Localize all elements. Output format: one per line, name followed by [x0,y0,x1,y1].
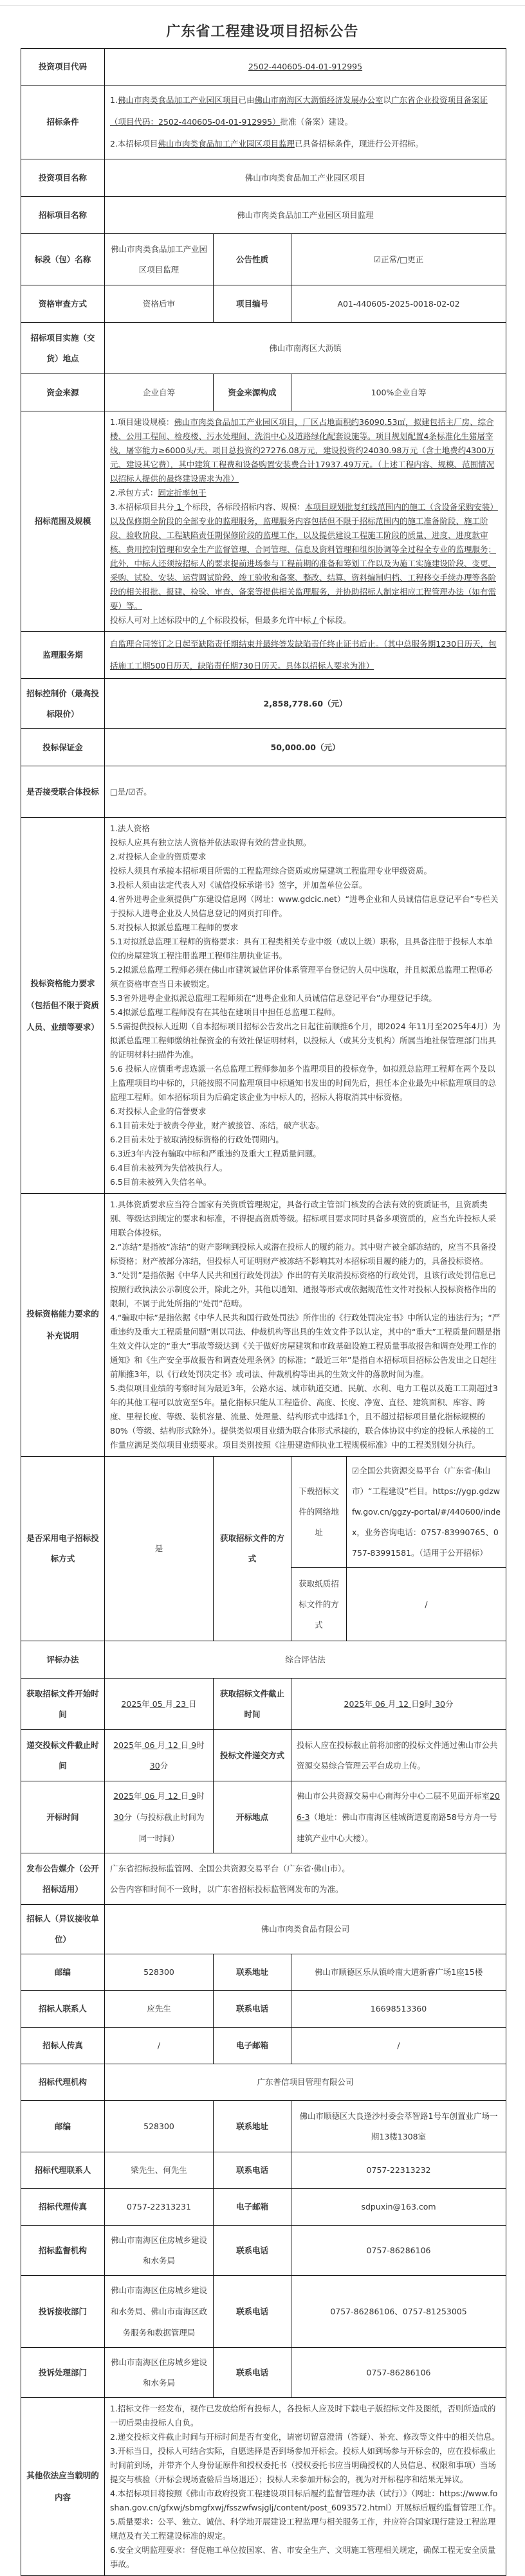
supervision-value: 佛山市南海区住房城乡建设和水务局 [105,2226,214,2276]
label: 是否接受联合体投标 [21,766,105,818]
row-section [21,234,506,285]
row-agency-zip [21,2101,506,2152]
list-item: 2.递交投标文件截止时间与开标时间是否有变化，请密切留意澄清（答疑）、补充、修改等文件中的相关信息。 [110,2432,500,2442]
label: 联系电话 [214,2276,291,2348]
agency-value: 广东普信项目管理有限公司 [105,2064,506,2101]
row-agency-person [21,2152,506,2189]
tenderer-email-value: / [291,2028,506,2064]
agency-phone-value: 0757-22313232 [291,2152,506,2189]
top-divider [0,0,525,6]
label: 招标项目名称 [21,197,105,234]
service-period-value: 自监理合同签订之日起至缺陷责任期结束并最终签发缺陷责任终止证书后止。（其中总服务期1230日历天，包括施工工期500日历天，缺陷责任期730日历天。具体以招标人要求为准） [110,639,497,671]
row-submission [21,1730,506,1781]
investment-name-value: 佛山市肉类食品加工产业园区项目 [105,159,506,197]
evaluation-value: 综合评估法 [105,1641,506,1679]
control-price-value: 2,858,778.60（元） [105,679,506,729]
list-item: 1.具体资质要求应当符合国家有关资质管理规定，具备行政主管部门核发的合法有效的资质证书，且资质类别、等级达到规定的要求和标准，不得提高资质等级。招标项目要求同时具备多项资质的，应当允许投标人采用联合体投标。 [110,1200,497,1238]
row-investment-name [21,159,506,197]
label: 开标地点 [214,1781,291,1853]
row-doc-time [21,1679,506,1730]
label: 联系电话 [214,1991,291,2028]
label: 邮编 [21,2101,105,2152]
row-tenderer-person [21,1991,506,2028]
row-consortium [21,766,506,818]
row-complaint-proc [21,2348,506,2398]
list-item: 5.1对拟派总监理工程师的资格要求：具有工程类相关专业中级（或以上级）职称，且具备注册于投标人本单位的房屋建筑工程注册监理工程师注册执业证书。 [110,937,493,960]
complaint-proc-value: 佛山市南海区住房城乡建设和水务局 [105,2348,214,2398]
row-agency-fax [21,2189,506,2226]
list-item: 4.本招标项目将按照《佛山市政府投资工程建设项目标后履约监督管理办法（试行）》（网址：https://www.foshan.gov.cn/gfxwj/sbmgfxwj/fsszwfwsjglj/content/post_6093572.html）开展标后履约监督管理工作。 [110,2489,501,2512]
download-address-value: ☑全国公共资源交易平台（广东省·佛山市）“工程建设”栏目。https://ygp.gdzwfw.gov.cn/ggzy-portal/#/440600/index，业务咨询电话：0757-83990765、0757-83991581。（适用于公开招标） [347,1457,506,1568]
list-item: 投标人应具有独立法人资格并依法取得有效的营业执照。 [110,838,311,847]
supervision-phone-value: 0757-86286106 [291,2226,506,2276]
row-electronic [21,1457,506,1568]
label: 投标资格能力要求的补充说明 [21,1194,105,1457]
agency-person-value: 梁先生、何先生 [105,2152,214,2189]
row-evaluation [21,1641,506,1679]
supplement-list [105,1194,506,1457]
label: 资金来源 [21,374,105,411]
row-other [21,2398,506,2576]
label: 电子邮箱 [214,2028,291,2064]
row-control-price [21,679,506,729]
doc-end-value: 2025年 06 月 12 日9时 30分 [291,1679,506,1730]
row-supervision [21,2226,506,2276]
label: 资格审查方式 [21,285,105,323]
opening-time-value: 2025年 06 月 12 日 9时 30分（与投标截止时间为同一时间） [105,1781,214,1853]
tenderer-address-value: 佛山市顺德区乐从镇岭南大道新睿广场1座15楼 [291,1954,506,1991]
label: 获取招标文件的方式 [214,1457,291,1641]
label: 投标文件递交方式 [214,1730,291,1781]
row-project-code [21,49,506,86]
list-item: 6.5目前未被列入失信名单。 [110,1177,212,1187]
list-item: 6.1目前未处于被责令停业，财产被接管、冻结，破产状态。 [110,1121,324,1130]
submission-method-value: 投标人应在投标截止前将加密的投标文件通过佛山市公共资源交易综合管理云平台成功上传。 [291,1730,506,1781]
row-qualification [21,818,506,1194]
label: 标段（包）名称 [21,234,105,285]
tenderer-person-value: 应先生 [105,1991,214,2028]
tenderer-phone-value: 16698513360 [291,1991,506,2028]
list-item: 6.4目前未被列为失信被执行人。 [110,1163,228,1173]
label: 投资项目代码 [21,49,105,86]
submission-deadline-value: 2025年 06 月 12 日 9时 30分 [105,1730,214,1781]
list-item: 5.4拟派总监理工程师没有在其他在建项目中担任总监理工程师。 [110,1007,340,1017]
complaint-recv-value: 佛山市南海区住房城乡建设和水务局、佛山市南海区政务服务和数据管理局 [105,2276,214,2348]
list-item: 6.安全文明监理要求：督促施工单位按国家、省、市安全生产、文明施工管理相关规定，确保工程无安全质量事故。 [110,2545,496,2569]
agency-email-value: sdpuxin@163.com [291,2189,506,2226]
label: 开标时间 [21,1781,105,1853]
list-item: 2.“冻结”是指被“冻结”的财产影响到投标人或潜在投标人的履约能力。其中财产被全部冻结的，应当不具备投标资格；财产被部分冻结，但投标人可证明财产被冻结不影响其对本招标项目履约能力的，具备投标资格。 [110,1242,497,1266]
label: 招标代理联系人 [21,2152,105,2189]
project-code-value: 2502-440605-04-01-912995 [248,62,363,71]
list-item: 2.对投标人企业的资质要求 [110,852,207,861]
electronic-value: 是 [105,1457,214,1641]
list-item: 5.6 投标人应慎重考虑选派一名总监理工程师参加多个监理项目的投标竞争，如拟派总监理工程师在两个及以上监理项目均中标的，只能按照不同监理项目中标通知书发出的时间先后，担任本企业最先中标监理项目的总监理工程师。如本招标项目为后确定该企业为中标人的，招标人将取消其中标资格。 [110,1064,497,1102]
label: 招标人传真 [21,2028,105,2064]
media-value: 广东省招标投标监管网、全国公共资源交易平台（广东省·佛山市）。 公告内容和时间不一致时，以广东省招标投标监管网发布的为准。 [105,1853,506,1905]
label: 邮编 [21,1954,105,1991]
agency-address-value: 佛山市顺德区大良逢沙村委会萃智路1号车创置业广场一期13楼1308室 [291,2101,506,2152]
label: 招标人联系人 [21,1991,105,2028]
list-item: 5.2拟派总监理工程师必须在佛山市建筑诚信评价体系管理平台登记的人员中选取，并且拟派总监理工程师必须在资格审查当日未被锁定。 [110,965,493,989]
row-tenderer-fax [21,2028,506,2064]
label: 投诉接收部门 [21,2276,105,2348]
list-item: 3.开标当日，投标人可结合实际，自愿选择是否到场参加开标会。投标人如到场参与开标会的，应在投标截止时间前到场，并带齐个人身份证原件和授权委托书（授权委托书应当明确授权的人员信息、权限和事项）当场提交与核验（开标会现场查验后当场退还）；投标人未参加开标会的，视为对开标程序和结果无异议。 [110,2446,497,2484]
row-media [21,1853,506,1905]
label: 投标资格能力要求（包括但不限于资质人员、业绩等要求） [21,818,105,1194]
project-number-value: A01-440605-2025-0018-02-02 [291,285,506,323]
label: 电子邮箱 [214,2189,291,2226]
label: 招标代理传真 [21,2189,105,2226]
label: 联系电话 [214,2348,291,2398]
tenderer-fax-value: / [105,2028,214,2064]
label: 发布公告媒介（公开招标适用） [21,1853,105,1905]
label: 联系地址 [214,2101,291,2152]
label: 获取纸质招标文件的方式 [291,1568,347,1641]
list-item: 5.类似项目业绩的考察时间为最近3年，公路水运、城市轨道交通、民航、水利、电力工程以及施工工期超过3年的其他工程可以放宽至5年。量化指标只能从工程造价、高度、长度、净宽、直径、建筑面积、库容、跨度、里程长度、等级、装机容量、流量、处理量、结构形式中选择1个，且不超过招标项目量化指标规模的80%（等级、结构形式除外）。提供类似项目业绩为联合体形式承接的，联合体协议中约定的投标人承接的工作量应满足类似项目业绩要求。项目类别按照《注册建造师执业工程规模标准》中的工程类别划分执行。 [110,1383,498,1450]
label: 投诉处理部门 [21,2348,105,2398]
opening-place-value: 佛山市公共资源交易中心南海分中心二层不见面开标室206-3（地址：佛山市南海区桂城街道夏南路58号方舟一号建筑产业中心大楼）。 [291,1781,506,1853]
list-item: 6.对投标人企业的信誉要求 [110,1106,207,1116]
row-tenderer-zip [21,1954,506,1991]
section-value: 佛山市肉类食品加工产业园区项目监理 [105,234,214,285]
label: 其他依法应当载明的内容 [21,2398,105,2576]
label: 招标条件 [21,86,105,159]
label: 招标监督机构 [21,2226,105,2276]
row-tenderer [21,1905,506,1954]
agency-fax-value: 0757-22313231 [105,2189,214,2226]
row-location [21,323,506,374]
tenderer-zip-value: 528300 [105,1954,214,1991]
row-complaint-recv [21,2276,506,2348]
list-item: 投标人须具有承接本招标项目所需的工程监理综合资质或房屋建筑工程监理专业甲级资质。 [110,866,432,876]
label: 招标范围及规模 [21,411,105,632]
label: 投标保证金 [21,729,105,766]
row-funding [21,374,506,411]
tender-name-value: 佛山市肉类食品加工产业园区项目监理 [105,197,506,234]
review-value: 资格后审 [105,285,214,323]
complaint-proc-phone-value: 0757-86286106 [291,2348,506,2398]
label: 联系电话 [214,2152,291,2189]
list-item: 6.3近3年内没有骗取中标和严重违约及重大工程质量问题。 [110,1149,321,1158]
row-bid-bond [21,729,506,766]
list-item: 5.对投标人拟派总监理工程师的要求 [110,923,239,932]
other-list [105,2398,506,2576]
list-item: 1.法人资格 [110,824,150,833]
conditions-value: 1.佛山市肉类食品加工产业园区项目已由佛山市南海区大沥镇经济发展办公室以广东省企业投资项目备案证（项目代码：2502-440605-04-01-912995）批准（备案）建设。 2.本招标项目佛山市肉类食品加工产业园区项目监理已具备招标条件，现进行公开招标。 [105,86,506,159]
doc-start-value: 2025年 05 月 23 日 [105,1679,214,1730]
list-item: 4.省外进粤企业须提供广东建设信息网（网址：www.gdcic.net）“进粤企业和人员诚信信息登记平台”专栏关于投标人进粤企业及人员信息登记的网页打印件。 [110,894,499,918]
label: 招标控制价（最高投标限价） [21,679,105,729]
row-tender-name [21,197,506,234]
label: 监理服务期 [21,632,105,679]
nature-value: ☑正常/□更正 [291,234,506,285]
page-title: 广东省工程建设项目招标公告 [166,24,359,40]
list-item: 3.“处罚”是指依据《中华人民共和国行政处罚法》作出的有关取消投标资格的行政处罚，且该行政处罚信息已按照行政执法公示制度公开，除此之外，其他以通知、通报等形式或依据规范性文件对投标人投标资格作出的限制，不属于此处所指的“处罚”范畴。 [110,1270,497,1308]
list-item: 6.2目前未处于被取消投标资格的行政处罚期内。 [110,1135,284,1144]
label: 招标项目实施（交货）地点 [21,323,105,374]
label: 投资项目名称 [21,159,105,197]
label: 获取招标文件开始时间 [21,1679,105,1730]
label: 递交投标文件截止时间 [21,1730,105,1781]
label: 资金来源构成 [214,374,291,411]
label: 项目编号 [214,285,291,323]
tender-notice-table [21,48,506,2576]
complaint-recv-phone-value: 0757-86286106、0757-81253005 [291,2276,506,2348]
label: 评标办法 [21,1641,105,1679]
label: 公告性质 [214,234,291,285]
bid-bond-value: 50,000.00（元） [105,729,506,766]
funding-value: 企业自筹 [105,374,214,411]
tenderer-value: 佛山市肉类食品有限公司 [105,1905,506,1954]
label: 招标人（异议接收单位） [21,1905,105,1954]
row-supplement [21,1194,506,1457]
label: 联系电话 [214,2226,291,2276]
scope-value: 1.项目建设规模：佛山市肉类食品加工产业园区项目，厂区占地面积约36090.53㎡，拟建包括主厂房、综合楼、公用工程间、检疫楼、污水处理间、洗消中心及道路绿化配套设施等。项目规划配置4条标准化生猪屠宰线，屠宰能力≥6000头/天。项目总投资约27276.08万元，建设投资约24030.98万元（含土地费约4300万元、建设其它费），其中建筑工程费和设备购置安装费合计17937.49万元。（上述工程内容、规模、范围情况以招标人提供的最终建设需求为准） 2.承包方式：固定折率包干 3.本招标项目共分 1 个标段，各标段招标内容、规模：本项目规划批复红线范围内的施工（含设备采购安装）以及保修期全阶段的全部专业的监理服务，监理服务内容包括但不限于招标范围内的施工准备阶段、施工阶段、验收阶段、工程缺陷责任期保修阶段的监理工作，以及提供建设工程施工阶段的质量、进度、进度款审核、费用控制管理和安全生产监督管理、合同管理、信息及资料管理和组织协调等全过程全专业的监理服务；此外，中标人还须按招标人的要求提前进场参与工程前期的准备和筹划工作以及为施工实施建设阶段、变更、采购、试验、安装、运营调试阶段、竣工验收和备案、整改、结算、资料编制归档、工程移交手续办理等各阶段的相关报批、报建、检验、审查、备案等提供相关监理服务，并协助招标人制定相应工程管理办法（如有需要）等。 投标人可对上述标段中的 / 个标段投标，但最多允许中标 / 个标段。 [105,411,506,632]
row-service-period [21,632,506,679]
row-agency [21,2064,506,2101]
agency-zip-value: 528300 [105,2101,214,2152]
label: 获取招标文件截止时间 [214,1679,291,1730]
list-item: 5.5需提供投标人近期（自本招标项目招标公告发出之日起往前顺推6个月，即2024 年11月至2025年4月）为拟派总监理工程师缴纳社保资金的有效社保证明材料，以投标人（或其分支机构）所属当地社保管理部门出具的证明材料扫描件为准。 [110,1022,501,1059]
qualification-list [105,818,506,1194]
row-review [21,285,506,323]
label: 联系地址 [214,1954,291,1991]
row-conditions [21,86,506,159]
list-item: 5.3省外进粤企业拟派总监理工程师须在“进粤企业和人员诚信信息登记平台”办理登记手续。 [110,993,437,1003]
label: 是否采用电子招标投标方式 [21,1457,105,1641]
paper-method-value: / [347,1568,506,1641]
label: 下载招标文件的网络地址 [291,1457,347,1568]
list-item: 1.招标文件一经发布，视作已发放给所有投标人，各投标人应及时下载电子版招标文件及图纸，否则所造成的一切后果由投标人自负。 [110,2404,496,2427]
location-value: 佛山市南海区大沥镇 [105,323,506,374]
label: 招标代理机构 [21,2064,105,2101]
row-scope [21,411,506,632]
list-item: 5.质量要求：公平、独立、诚信、科学地开展建设工程监理与相关服务工作，并应符合国家现行建设工程监理规范及有关工程建设标准的规定。 [110,2517,496,2541]
list-item: 4.“骗取中标”是指依据《中华人民共和国行政处罚法》所作出的《行政处罚决定书》中所认定的违法行为；“严重违约及重大工程质量问题”则以司法、仲裁机构等出具的生效文件予以认定，其中的“重大”工程质量问题是指生效文件认定的“重大”事故等级达到《关于做好房屋建筑和市政基础设施工程质量事故报告和调查处理工作的通知》和《生产安全事故报告和调查处理条例》的标准；“最近三年”是指自本招标项目招标公告发出之日起往前顺推3年，以《行政处罚决定书》或司法、仲裁机构等出具的生效文件的落款时间为准。 [110,1313,501,1379]
list-item: 3.投标人须由法定代表人对《诚信投标承诺书》签字，并加盖单位公章。 [110,880,367,890]
row-opening [21,1781,506,1853]
funding-composition-value: 100%企业自筹 [291,374,506,411]
consortium-value: □是/☑否。 [105,766,506,818]
